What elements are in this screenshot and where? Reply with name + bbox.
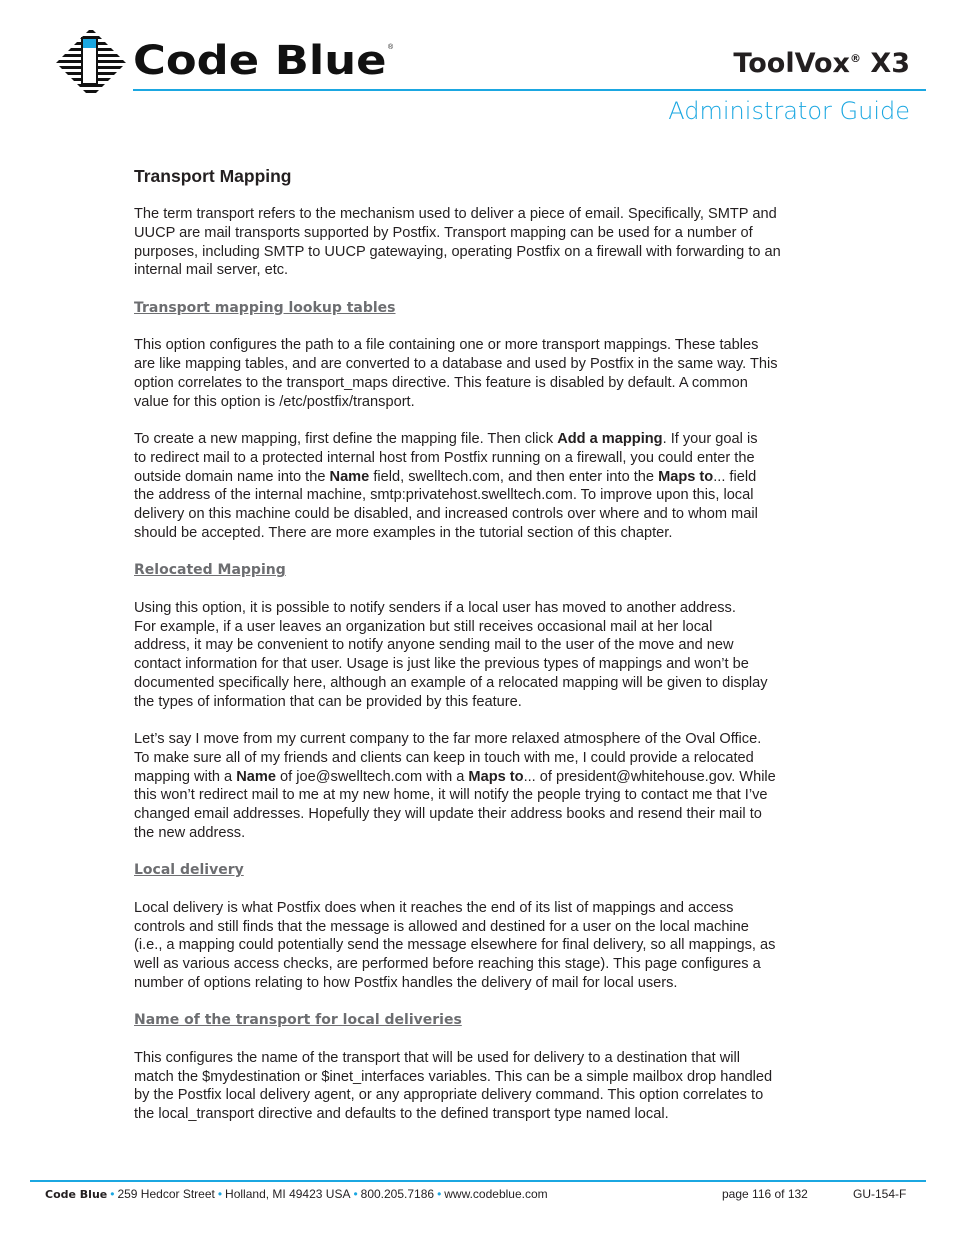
bold-term: Name	[329, 468, 370, 485]
subsection-link[interactable]: Relocated Mapping	[134, 562, 286, 579]
text-segment: option correlates to the transport_maps directive. This feature is disabled by default. A common	[134, 374, 748, 391]
page-number: page 116 of 132	[722, 1187, 808, 1201]
paragraph	[134, 730, 834, 843]
text-line	[134, 261, 834, 280]
main-content	[134, 166, 834, 1143]
paragraph	[134, 599, 834, 712]
text-line	[134, 1049, 834, 1068]
text-segment: (i.e., a mapping could potentially send the message elsewhere for final delivery, so all mappings, as	[134, 937, 776, 954]
text-segment: the types of information that can be provided by this feature.	[134, 693, 522, 710]
text-line	[134, 1068, 834, 1087]
subsection-heading-link	[134, 861, 834, 880]
text-line	[134, 1105, 834, 1124]
footer-sep: •	[437, 1187, 442, 1201]
text-line	[134, 805, 834, 824]
text-line	[134, 768, 834, 787]
text-segment: changed email addresses. Hopefully they will update their address books and resend their mail to	[134, 806, 762, 822]
text-segment: the local_transport directive and defaults to the defined transport type named local.	[134, 1106, 669, 1122]
text-segment: . If your goal is	[662, 431, 758, 447]
text-line	[134, 374, 834, 393]
guide-title: Administrator Guide	[668, 97, 910, 125]
text-segment: field, swelltech.com, and then enter into the	[369, 468, 659, 485]
text-line	[134, 599, 834, 618]
text-line	[134, 974, 834, 993]
text-segment: mapping with a	[134, 768, 237, 785]
text-segment: Let’s say I move from my current company to the far more relaxed atmosphere of the Oval Office.	[134, 731, 762, 747]
text-segment: UUCP are mail transports supported by Postfix. Transport mapping can be used for a number of	[134, 224, 753, 241]
text-line	[134, 243, 834, 262]
text-line	[134, 636, 834, 655]
text-segment: should be accepted. There are more examples in the tutorial section of this chapter.	[134, 524, 673, 541]
subsection-link[interactable]: Local delivery	[134, 862, 244, 879]
footer-phone: 800.205.7186	[360, 1187, 435, 1201]
text-segment: by the Postfix local delivery agent, or any appropriate delivery command. This option correlates to	[134, 1087, 764, 1104]
text-segment: purposes, including SMTP to UUCP gatewaying, operating Postfix on a firewall with forwarding to an	[134, 243, 781, 260]
text-segment: match the $mydestination or $inet_interfaces variables. This can be a simple mailbox drop handled	[134, 1068, 773, 1085]
paragraph	[134, 899, 834, 993]
text-segment: Local delivery is what Postfix does when it reaches the end of its list of mappings and access	[134, 899, 734, 916]
text-segment: of joe@swelltech.com with a	[275, 768, 469, 785]
text-line	[134, 205, 834, 224]
section-body	[134, 205, 834, 1124]
footer-sep: •	[110, 1187, 115, 1201]
text-line	[134, 955, 834, 974]
text-line	[134, 524, 834, 543]
text-line	[134, 449, 834, 468]
paragraph	[134, 430, 834, 543]
footer-city: Holland, MI 49423 USA	[225, 1187, 351, 1201]
text-line	[134, 730, 834, 749]
text-line	[134, 430, 834, 449]
text-segment: This configures the name of the transport that will be used for delivery to a destination that will	[134, 1049, 740, 1066]
text-segment: To create a new mapping, first define the mapping file. Then click	[134, 431, 558, 447]
text-segment: this won’t redirect mail to me at my new home, it will notify the people trying to contact me that I’ve	[134, 787, 768, 804]
text-segment: delivery on this machine could be disabled, and increased controls over where and to whom mail	[134, 506, 758, 522]
text-line	[134, 899, 834, 918]
text-line	[134, 693, 834, 712]
subsection-link[interactable]: Name of the transport for local deliveries	[134, 1012, 462, 1029]
text-segment: to redirect mail to a protected internal host from Postfix running on a firewall, you could enter the	[134, 449, 755, 466]
text-segment: ... of president@whitehouse.gov. While	[523, 768, 776, 785]
product-suffix: X3	[860, 48, 910, 79]
footer-website[interactable]: www.codeblue.com	[444, 1187, 548, 1201]
brand-name: Code Blue	[133, 38, 387, 84]
text-line	[134, 1086, 834, 1105]
text-line	[134, 486, 834, 505]
text-line	[134, 355, 834, 374]
subsection-heading-link	[134, 1011, 834, 1030]
paragraph	[134, 205, 834, 280]
text-segment: controls and still finds that the message is allowed and destined for a user on the local machine	[134, 918, 749, 935]
text-segment: well as various access checks, are performed before reaching this stage). This page configures a	[134, 956, 761, 972]
text-line	[134, 786, 834, 805]
text-line	[134, 505, 834, 524]
footer-sep: •	[217, 1187, 223, 1201]
code-blue-logo-icon	[56, 28, 126, 98]
text-line	[134, 674, 834, 693]
bold-term: Add a mapping	[557, 431, 663, 447]
footer-street: 259 Hedcor Street	[117, 1187, 215, 1201]
text-segment: contact information for that user. Usage is just like the previous types of mappings and won’t be	[134, 656, 749, 672]
text-segment: internal mail server, etc.	[134, 262, 289, 279]
text-segment: are like mapping tables, and are converted to a database and used by Postfix in the same way. This	[134, 356, 778, 372]
paragraph	[134, 1049, 834, 1124]
registered-mark: ®	[388, 44, 394, 51]
text-line	[134, 749, 834, 768]
paragraph	[134, 336, 834, 411]
footer-divider	[30, 1180, 926, 1182]
text-segment: The term transport refers to the mechanism used to deliver a piece of email. Specifically, SMTP and	[134, 206, 777, 222]
subsection-link[interactable]: Transport mapping lookup tables	[134, 299, 396, 316]
header-divider	[133, 89, 926, 91]
bold-term: Maps to	[468, 768, 524, 785]
bold-term: Name	[236, 768, 276, 785]
text-segment: For example, if a user leaves an organization but still receives occasional mail at her local	[134, 618, 713, 635]
text-line	[134, 655, 834, 674]
text-segment: Using this option, it is possible to notify senders if a local user has moved to another address.	[134, 599, 736, 616]
text-line	[134, 393, 834, 412]
document-id: GU-154-F	[853, 1187, 907, 1201]
text-segment: ... field	[713, 468, 757, 485]
text-line	[134, 618, 834, 637]
text-segment: outside domain name into the	[134, 468, 330, 485]
text-line	[134, 936, 834, 955]
subsection-heading-link	[134, 561, 834, 580]
text-segment: number of options relating to how Postfix handles the delivery of mail for local users.	[134, 974, 678, 991]
footer-address	[45, 1187, 548, 1201]
text-line	[134, 468, 834, 487]
text-line	[134, 336, 834, 355]
text-segment: address, it may be convenient to notify anyone sending mail to the user of the move and new	[134, 637, 734, 654]
footer-brand: Code Blue	[45, 1188, 108, 1201]
footer-sep: •	[353, 1187, 358, 1201]
section-title: Transport Mapping	[134, 166, 292, 186]
product-reg: ®	[849, 52, 861, 65]
text-segment: This option configures the path to a file containing one or more transport mappings. These tables	[134, 337, 759, 354]
text-line	[134, 918, 834, 937]
text-line	[134, 824, 834, 843]
text-segment: the new address.	[134, 824, 246, 841]
text-segment: To make sure all of my friends and clients can keep in touch with me, I could provide a relocated	[134, 749, 754, 766]
text-line	[134, 224, 834, 243]
product-name: ToolVox	[733, 48, 850, 79]
product-title	[733, 48, 910, 79]
bold-term: Maps to	[658, 468, 714, 485]
text-segment: documented specifically here, although an example of a relocated mapping will be given to display	[134, 674, 768, 691]
text-segment: value for this option is /etc/postfix/transport.	[134, 393, 415, 410]
subsection-heading-link	[134, 299, 834, 318]
text-segment: the address of the internal machine, smtp:privatehost.swelltech.com. To improve upon this, local	[134, 487, 754, 504]
